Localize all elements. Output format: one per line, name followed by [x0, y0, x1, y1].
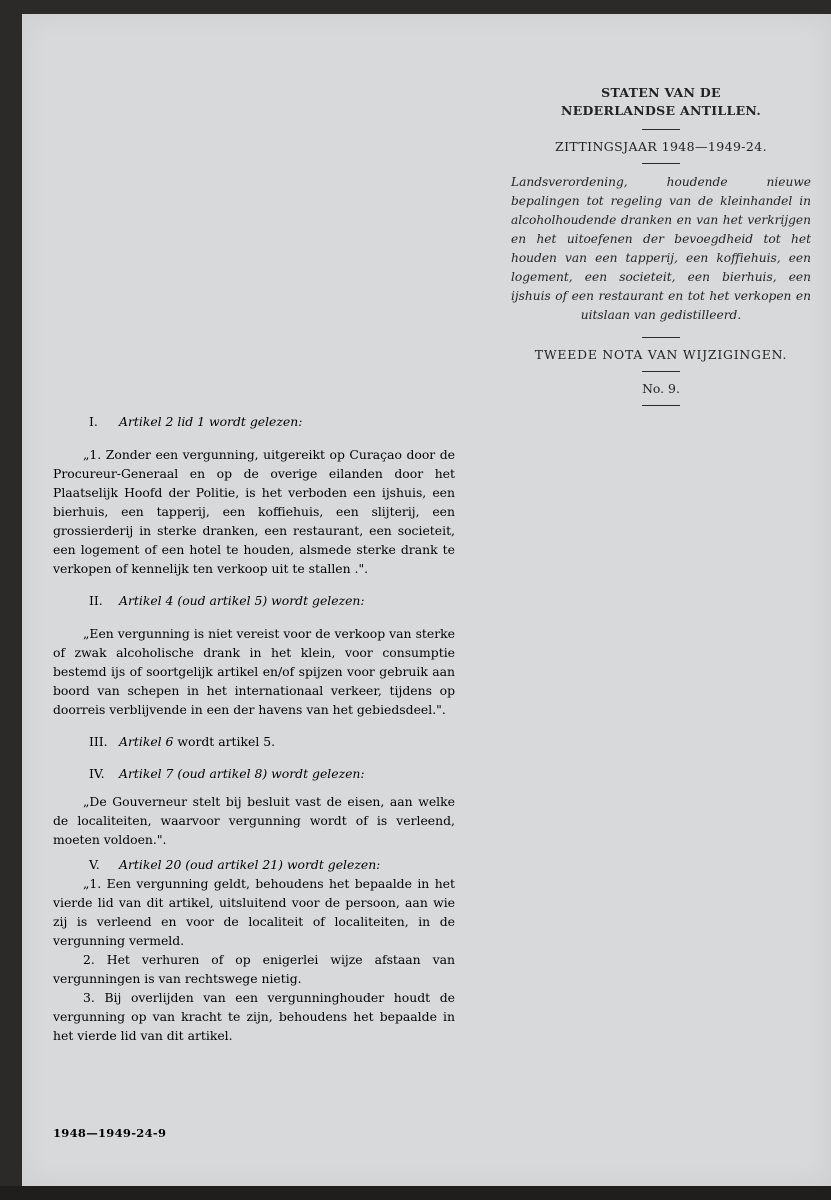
ordinance-description: Landsverordening, houdende nieuwe bepalingen tot regeling van de kleinhandel in alcoholhoudende dranken en van het verkrijgen en het uitoefenen der bevoegdheid tot het houden van een tapperij, een koffiehuis, een logement, een societeit, een bierhuis, een ijshuis of een restaurant en tot het verkopen en uitslaan van gedistilleerd. [511, 175, 811, 322]
document-number: No. 9. [642, 381, 680, 396]
section-number: V. [89, 857, 100, 872]
divider [642, 405, 680, 406]
section-heading [89, 764, 455, 783]
section-i [53, 412, 455, 578]
divider [642, 337, 680, 338]
section-title: Artikel 2 lid 1 wordt gelezen: [119, 414, 303, 429]
title-line-1: STATEN VAN DE [601, 85, 721, 100]
section-paragraph: „1. Een vergunning geldt, behoudens het bepaalde in het vierde lid van dit artikel, uitsluitend voor de persoon, aan wie zij is verleend en voor de localiteit of localiteiten, in de vergunning vermeld. [53, 876, 455, 948]
section-heading [89, 855, 455, 874]
nota-title: TWEEDE NOTA VAN WIJZIGINGEN. [534, 347, 788, 362]
session-year: ZITTINGSJAAR 1948—1949-24. [554, 139, 768, 154]
section-v [53, 855, 455, 1045]
section-title: Artikel 6 [119, 734, 174, 749]
section-paragraph: „Een vergunning is niet vereist voor de verkoop van sterke of zwak alcoholische drank in het klein, voor consumptie bestemd ijs of soortgelijk artikel en/of spijzen voor gebruik aan boord van schepen in het internationaal verkeer, tijdens op doorreis verblijvende in een der havens van het gebiedsdeel.". [53, 626, 455, 717]
section-number: II. [89, 593, 103, 608]
document-header [509, 84, 813, 415]
section-paragraph: „1. Zonder een vergunning, uitgereikt op Curaçao door de Procureur-Generaal en op de overige eilanden door het Plaatselijk Hoofd der Politie, is het verboden een ijshuis, een bierhuis, een tapperij, een koffiehuis, een slijterij, een grossierderij in sterke dranken, een restaurant, een societeit, een logement of een hotel te houden, alsmede sterke drank te verkopen of kennelijk ten verkoop uit te stallen .". [53, 447, 455, 576]
section-heading [89, 732, 455, 751]
divider [642, 371, 680, 372]
section-paragraph: „De Gouverneur stelt bij besluit vast de eisen, aan welke de localiteiten, waarvoor vergunning wordt of is verleend, moeten voldoen.". [53, 794, 455, 847]
amendments-body [53, 412, 455, 1045]
section-number: IV. [89, 766, 105, 781]
section-ii [53, 591, 455, 719]
section-paragraph: 2. Het verhuren of op enigerlei wijze afstaan van vergunningen is van rechtswege nietig. [53, 952, 455, 986]
section-heading [89, 591, 455, 610]
section-title: Artikel 20 (oud artikel 21) wordt gelezen: [119, 857, 381, 872]
section-iii [53, 732, 455, 751]
section-number: I. [89, 414, 98, 429]
section-iv [53, 764, 455, 849]
title-line-2: NEDERLANDSE ANTILLEN. [560, 103, 762, 118]
section-title: Artikel 4 (oud artikel 5) wordt gelezen: [119, 593, 365, 608]
section-heading [89, 412, 455, 431]
document-code: 1948—1949-24-9 [53, 1126, 167, 1140]
section-title-rest: wordt artikel 5. [173, 734, 276, 749]
section-title: Artikel 7 (oud artikel 8) wordt gelezen: [119, 766, 365, 781]
divider [642, 129, 680, 130]
section-number: III. [89, 734, 108, 749]
divider [642, 163, 680, 164]
scan-edge [0, 1186, 831, 1200]
section-paragraph: 3. Bij overlijden van een vergunninghouder houdt de vergunning op van kracht te zijn, behoudens het bepaalde in het vierde lid van dit artikel. [53, 990, 455, 1043]
